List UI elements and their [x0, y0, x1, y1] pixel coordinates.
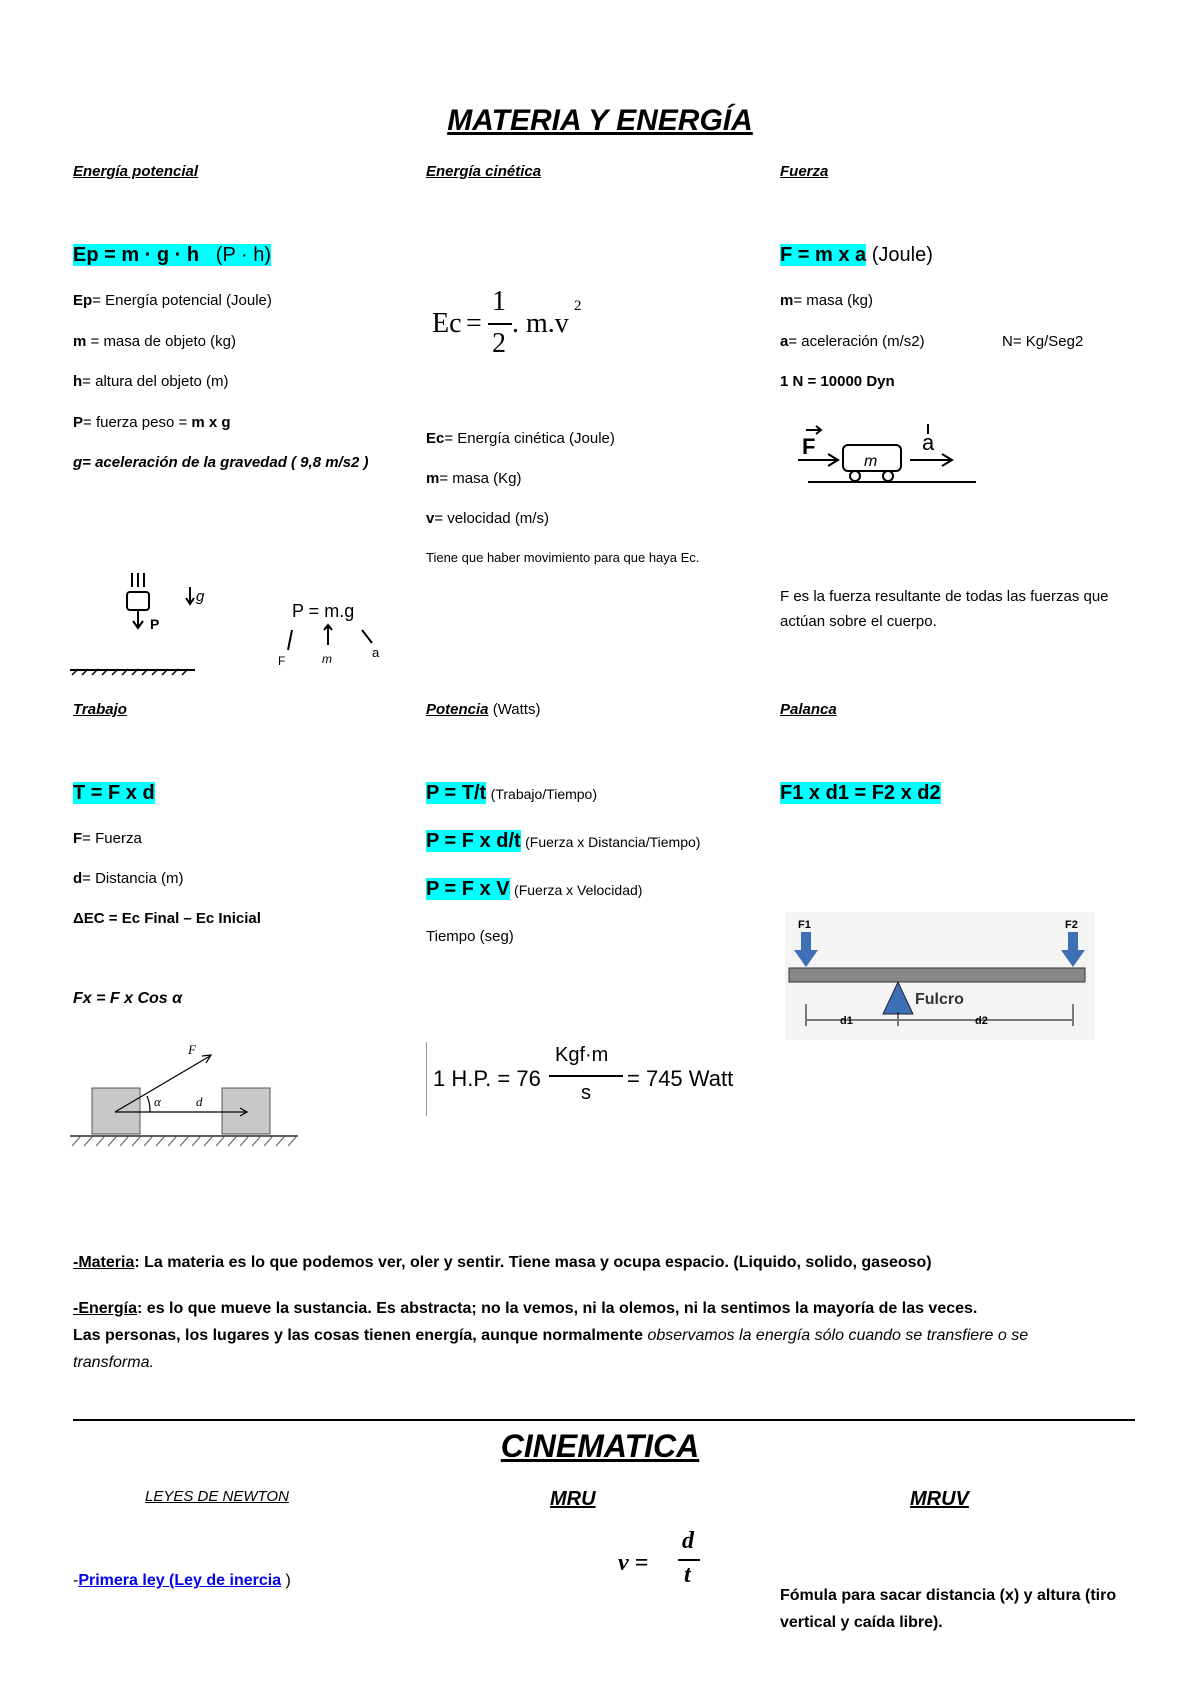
newton-heading: LEYES DE NEWTON — [145, 1488, 289, 1505]
fuerza-heading: Fuerza — [780, 163, 829, 180]
fuerza-formula-unit: (Joule) — [871, 244, 933, 266]
cinetica-line-ec: Ec= Energía cinética (Joule) — [426, 430, 615, 447]
materia-text: : La materia es lo que podemos ver, oler y sentir. Tiene masa y ocupa espacio. (Liquido, solido, gaseoso) — [134, 1254, 932, 1271]
mru-heading: MRU — [550, 1488, 596, 1510]
trabajo-formula — [73, 782, 155, 805]
trabajo-fx: Fx = F x Cos α — [73, 990, 183, 1007]
primera-ley-link[interactable]: Primera ley (Ley de inercia — [78, 1572, 282, 1589]
potencial-line-h: h= altura del objeto (m) — [73, 373, 229, 390]
trabajo-sketch-alpha: α — [154, 1094, 161, 1109]
trabajo-delta: ΔEC = Ec Final – Ec Inicial — [73, 910, 261, 927]
hp-num: Kgf·m — [555, 1044, 609, 1066]
mruv-text: Fómula para sacar distancia (x) y altura (tiro vertical y caída libre). — [780, 1587, 1117, 1631]
fuerza-line-a: a= aceleración (m/s2) — [780, 333, 925, 350]
fuerza-line-m: m= masa (kg) — [780, 292, 873, 309]
hp-bar — [549, 1075, 623, 1077]
cinetica-formula-bar — [488, 323, 512, 325]
sketch-a-label: a — [372, 645, 380, 660]
palanca-sketch — [785, 912, 1095, 1040]
cinetica-note: Tiene que haber movimiento para que haya Ec. — [426, 550, 700, 565]
hp-lhs: 1 H.P. = 76 — [433, 1066, 541, 1091]
sketch-p-label: P — [150, 616, 160, 632]
mruv-heading: MRUV — [910, 1488, 969, 1510]
primera-ley — [73, 1572, 291, 1590]
trabajo-formula-main: T = F x d — [73, 782, 155, 804]
cinetica-formula-lhs: Ec — [432, 308, 462, 339]
primera-ley-prefix: - — [73, 1572, 79, 1589]
cinetica-formula-rhs: . m.v — [512, 308, 569, 339]
potencia-formula-2: P = F x d/t (Fuerza x Distancia/Tiempo) — [426, 830, 701, 852]
energia-line3-italic: transforma. — [73, 1354, 154, 1371]
materia-definition — [73, 1254, 932, 1272]
palanca-f1: F1 — [798, 919, 811, 931]
trabajo-sketch-d: d — [196, 1094, 203, 1109]
palanca-formula-main: F1 x d1 = F2 x d2 — [780, 782, 941, 804]
primera-ley-suffix: ) — [281, 1572, 291, 1589]
mru-formula-lhs: v = — [618, 1550, 649, 1576]
sketch-pmg-label: P = m.g — [292, 601, 355, 621]
palanca-fulcro: Fulcro — [915, 991, 964, 1008]
potencia-formula-3: P = F x V (Fuerza x Velocidad) — [426, 878, 643, 900]
energia-line2-italic: observamos la energía sólo cuando se transfiere o se — [647, 1327, 1029, 1344]
fuerza-sketch-f: F — [802, 434, 816, 459]
fuerza-sketch-a: a — [922, 430, 935, 455]
sketch-f-label: F — [278, 654, 286, 668]
cinetica-heading: Energía cinética — [426, 163, 542, 180]
potencial-formula-main: Ep = m · g · h — [73, 244, 200, 266]
mru-formula-bar — [678, 1559, 700, 1561]
potencial-gravity: g= aceleración de la gravedad ( 9,8 m/s2 ) — [73, 454, 369, 471]
fuerza-sketch-m: m — [864, 453, 878, 470]
energia-line2: Las personas, los lugares y las cosas tienen energía, aunque normalmente — [73, 1327, 648, 1344]
potencial-heading: Energía potencial — [73, 163, 199, 180]
trabajo-heading: Trabajo — [73, 701, 127, 718]
energia-definition — [73, 1295, 1133, 1376]
fuerza-newton: N= Kg/Seg2 — [1002, 333, 1084, 350]
potencial-line-p: P= fuerza peso = m x g — [73, 414, 231, 431]
fuerza-dyn: 1 N = 10000 Dyn — [780, 373, 895, 390]
potencial-formula-spacer — [199, 244, 216, 266]
sketch-m-label: m — [322, 652, 332, 666]
mru-formula-den: t — [684, 1562, 691, 1588]
potencia-tiempo: Tiempo (seg) — [426, 928, 514, 945]
cinetica-formula-eq: = — [466, 308, 482, 339]
palanca-d1: d1 — [840, 1015, 853, 1027]
palanca-formula — [780, 782, 941, 805]
potencial-line-m: m = masa de objeto (kg) — [73, 333, 237, 350]
potencial-formula — [73, 244, 271, 267]
trabajo-line-d: d= Distancia (m) — [73, 870, 184, 887]
trabajo-sketch — [70, 1040, 300, 1152]
palanca-d2: d2 — [975, 1015, 988, 1027]
fuerza-formula — [780, 244, 933, 267]
cinetica-formula-den: 2 — [492, 328, 506, 359]
potencia-heading-line — [426, 701, 540, 718]
mru-formula-num: d — [682, 1528, 694, 1554]
cinetica-line-m: m= masa (Kg) — [426, 470, 522, 487]
cinetica-line-v: v= velocidad (m/s) — [426, 510, 549, 527]
materia-label: -Materia — [73, 1254, 135, 1271]
palanca-f2: F2 — [1065, 919, 1078, 931]
potencia-heading: Potencia — [426, 701, 489, 718]
energia-label: -Energía — [73, 1300, 138, 1317]
cinematica-title: CINEMATICA — [500, 1428, 700, 1464]
cinetica-formula-exp: 2 — [574, 298, 582, 314]
trabajo-line-f: F= Fuerza — [73, 830, 142, 847]
cinetica-formula-num: 1 — [492, 286, 506, 317]
fuerza-note: F es la fuerza resultante de todas las fuerzas que actúan sobre el cuerpo. — [780, 588, 1109, 630]
mru-formula — [618, 1528, 718, 1598]
potencia-hp-formula — [426, 1042, 753, 1116]
potencial-formula-alt: (P · h) — [215, 244, 271, 266]
potencial-line-ep: Ep= Energía potencial (Joule) — [73, 292, 272, 309]
hp-den: s — [581, 1082, 591, 1104]
trabajo-sketch-f: F — [188, 1042, 196, 1057]
fuerza-formula-main: F = m x a — [780, 244, 867, 266]
potencia-formula-1: P = T/t (Trabajo/Tiempo) — [426, 782, 597, 804]
section-divider — [73, 1419, 1135, 1421]
energia-text: : es lo que mueve la sustancia. Es abstracta; no la vemos, ni la olemos, ni la sentimos la mayoría de las veces. — [137, 1300, 978, 1317]
potencial-sketch — [70, 565, 400, 680]
page-title: MATERIA Y ENERGÍA — [447, 104, 753, 137]
sketch-g-label: g — [196, 588, 205, 605]
palanca-heading: Palanca — [780, 701, 837, 718]
fuerza-sketch — [798, 420, 978, 492]
potencia-unit: (Watts) — [492, 701, 541, 718]
hp-rhs: = 745 Watt — [627, 1066, 734, 1091]
